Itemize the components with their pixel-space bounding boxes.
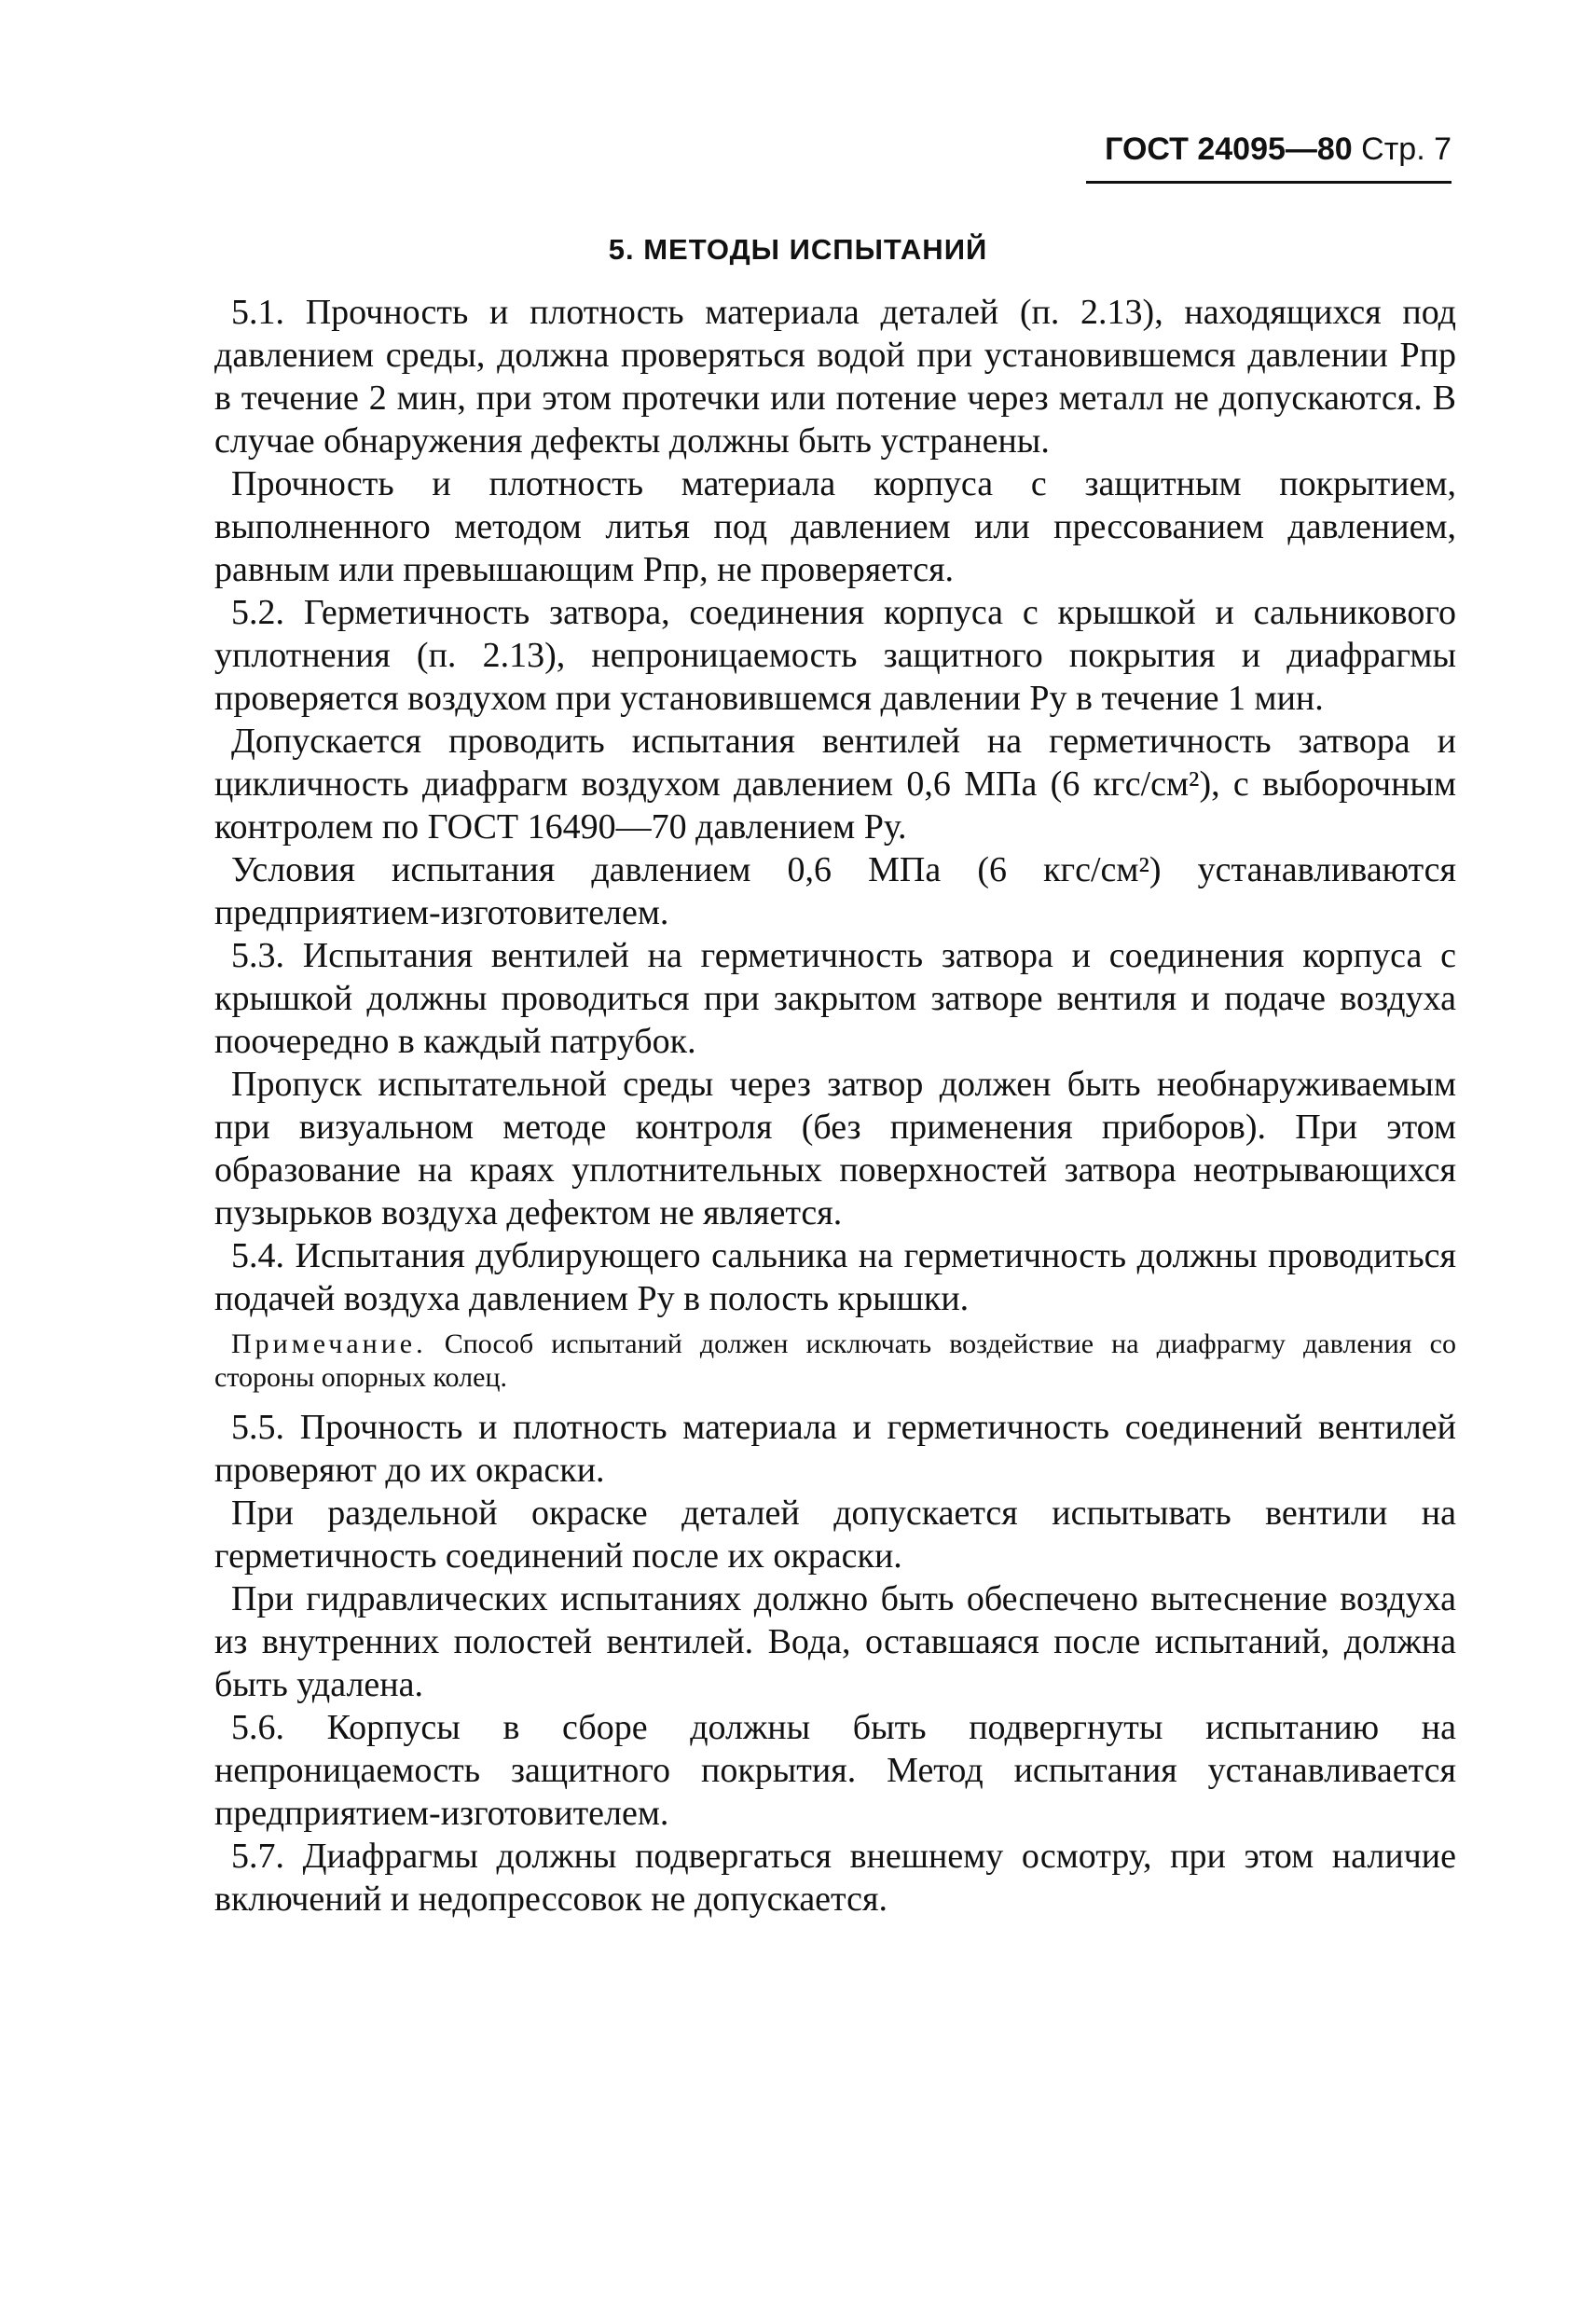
- paragraph-5-3: 5.3. Испытания вентилей на герметичность затвора и соединения корпуса с крышкой должны проводиться при закрытом затворе вентиля и подаче воздуха поочередно в каждый патрубок.: [214, 936, 1456, 1061]
- section-title: 5. МЕТОДЫ ИСПЫТАНИЙ: [608, 233, 988, 266]
- paragraph-5-4: 5.4. Испытания дублирующего сальника на герметичность должны проводиться подачей воздуха давлением Pу в полость крышки.: [214, 1236, 1456, 1318]
- paragraph: При гидравлических испытаниях должно быть обеспечено вытеснение воздуха из внутренних полостей вентилей. Вода, оставшаяся после испытаний, должна быть удалена.: [214, 1579, 1456, 1704]
- paragraph: При раздельной окраске деталей допускается испытывать вентили на герметичность соединений после их окраски.: [214, 1494, 1456, 1576]
- paragraph: Допускается проводить испытания вентилей на герметичность затвора и цикличность диафрагм воздухом давлением 0,6 МПа (6 кгс/см²), с выборочным контролем по ГОСТ 16490—70 давлением Pу.: [214, 722, 1456, 847]
- page-number: Стр. 7: [1361, 131, 1452, 167]
- paragraph-5-2: 5.2. Герметичность затвора, соединения корпуса с крышкой и сальникового уплотнения (п. 2.13), непроницаемость защитного покрытия и диафрагмы проверяется воздухом при установившемся давлении Pу в течение 1 мин.: [214, 593, 1456, 718]
- document-reference: ГОСТ 24095—80: [1105, 131, 1353, 167]
- paragraph: Прочность и плотность материала корпуса с защитным покрытием, выполненного методом литья под давлением или прессованием давлением, равным или превышающим Pпр, не проверяется.: [214, 464, 1456, 589]
- paragraph-5-7: 5.7. Диафрагмы должны подвергаться внешнему осмотру, при этом наличие включений и недопрессовок не допускается.: [214, 1837, 1456, 1919]
- header-rule: [1086, 181, 1452, 184]
- document-body: [214, 291, 1456, 1921]
- paragraph: Пропуск испытательной среды через затвор должен быть необнаруживаемым при визуальном методе контроля (без применения приборов). При этом образование на краях уплотнительных поверхностей затвора неотрывающихся пузырьков воздуха дефектом не является.: [214, 1065, 1456, 1232]
- paragraph-5-6: 5.6. Корпусы в сборе должны быть подвергнуты испытанию на непроницаемость защитного покрытия. Метод испытания устанавливается предприятием-изготовителем.: [214, 1708, 1456, 1833]
- note-text: Способ испытаний должен исключать воздействие на диафрагму давления со стороны опорных колец.: [214, 1329, 1456, 1393]
- paragraph-5-1: 5.1. Прочность и плотность материала деталей (п. 2.13), находящихся под давлением среды, должна проверяться водой при установившемся давлении Pпр в течение 2 мин, при этом протечки или потение через металл не допускаются. В случае обнаружения дефекты должны быть устранены.: [214, 293, 1456, 461]
- paragraph-5-5: 5.5. Прочность и плотность материала и герметичность соединений вентилей проверяют до их окраски.: [214, 1408, 1456, 1490]
- note: [214, 1328, 1456, 1395]
- paragraph: Условия испытания давлением 0,6 МПа (6 кгс/см²) устанавливаются предприятием-изготовителем.: [214, 850, 1456, 932]
- page-header: [1086, 131, 1452, 169]
- note-label: Примечание.: [231, 1329, 427, 1359]
